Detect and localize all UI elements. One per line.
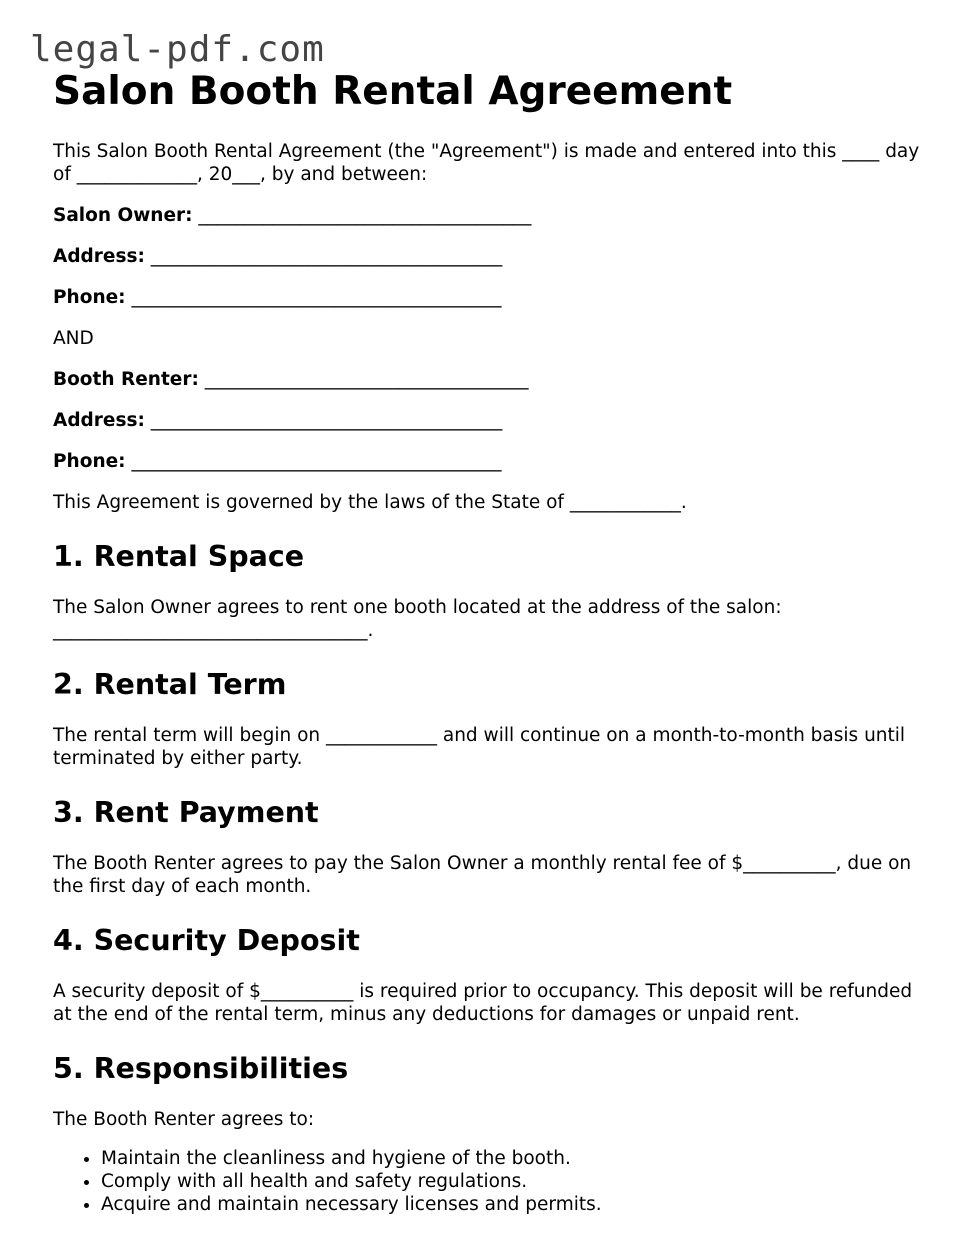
intro-paragraph: This Salon Booth Rental Agreement (the "Agreement") is made and entered into this ____ day of _____________, 20___, by and between: bbox=[53, 141, 920, 185]
renter-name-blank: ___________________________________ bbox=[198, 369, 529, 390]
section-responsibilities-body: The Booth Renter agrees to: bbox=[53, 1109, 315, 1130]
responsibilities-list bbox=[53, 1147, 923, 1216]
section-rental-space-body: The Salon Owner agrees to rent one booth located at the address of the salon: __________________________________. bbox=[53, 597, 782, 641]
list-item: • Acquire and maintain necessary licenses and permits. bbox=[101, 1193, 923, 1216]
section-rental-space-title: 1. Rental Space bbox=[53, 540, 305, 573]
renter-phone-blank: ________________________________________ bbox=[125, 451, 502, 472]
section-security-deposit-body: A security deposit of $__________ is required prior to occupancy. This deposit will be refunded at the end of the rental term, minus any deductions for damages or unpaid rent. bbox=[53, 981, 913, 1025]
document-title: Salon Booth Rental Agreement bbox=[53, 69, 733, 114]
list-item: • Comply with all health and safety regulations. bbox=[101, 1170, 923, 1193]
renter-address-line bbox=[53, 409, 923, 432]
owner-address-blank: ______________________________________ bbox=[144, 246, 503, 267]
renter-address-label: Address: bbox=[53, 410, 145, 431]
renter-phone-line bbox=[53, 450, 923, 473]
owner-phone-label: Phone: bbox=[53, 287, 126, 308]
owner-phone-blank: ________________________________________ bbox=[125, 287, 502, 308]
owner-address-label: Address: bbox=[53, 246, 145, 267]
and-separator: AND bbox=[53, 328, 94, 349]
owner-address-line bbox=[53, 245, 923, 268]
section-rent-payment-title: 3. Rent Payment bbox=[53, 796, 319, 829]
owner-name-blank: ____________________________________ bbox=[192, 205, 532, 226]
renter-name-line bbox=[53, 368, 923, 391]
list-item: • Maintain the cleanliness and hygiene of the booth. bbox=[101, 1147, 923, 1170]
section-rent-payment-body: The Booth Renter agrees to pay the Salon Owner a monthly rental fee of $__________, due on the first day of each month. bbox=[53, 853, 912, 897]
governing-law: This Agreement is governed by the laws of the State of ____________. bbox=[53, 492, 687, 513]
section-responsibilities-title: 5. Responsibilities bbox=[53, 1052, 349, 1085]
renter-address-blank: ______________________________________ bbox=[144, 410, 503, 431]
owner-name-line bbox=[53, 204, 923, 227]
document-page bbox=[53, 68, 923, 1216]
owner-name-label: Salon Owner: bbox=[53, 205, 193, 226]
watermark: legal-pdf.com bbox=[30, 29, 325, 70]
section-rental-term-body: The rental term will begin on ____________ and will continue on a month-to-month basis until terminated by either party. bbox=[53, 725, 906, 769]
renter-phone-label: Phone: bbox=[53, 451, 126, 472]
section-rental-term-title: 2. Rental Term bbox=[53, 668, 287, 701]
renter-name-label: Booth Renter: bbox=[53, 369, 199, 390]
section-security-deposit-title: 4. Security Deposit bbox=[53, 924, 360, 957]
owner-phone-line bbox=[53, 286, 923, 309]
